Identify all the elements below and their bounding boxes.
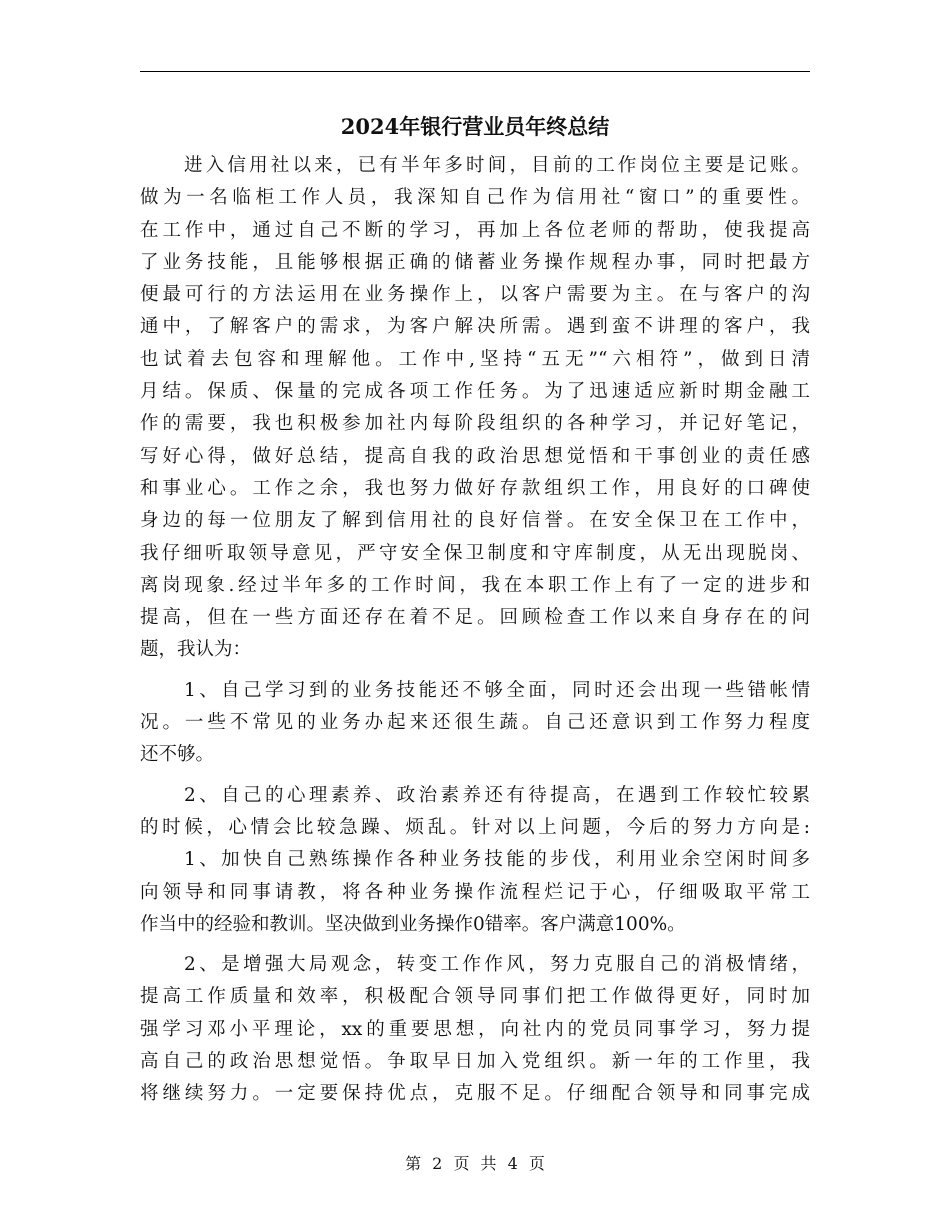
text-line: 的时候，心情会比较急躁、烦乱。针对以上问题，今后的努力方向是: [140, 816, 810, 838]
text-line: 强学习邓小平理论，xx的重要思想，向社内的党员同事学习，努力提 [140, 1018, 810, 1040]
text-line: 写好心得，做好总结，提高自我的政治思想觉悟和干事创业的责任感 [140, 445, 810, 467]
text-line: 提高工作质量和效率，积极配合领导同事们把工作做得更好，同时加 [140, 986, 810, 1008]
paragraph [140, 949, 810, 1110]
text-line: 身边的每一位朋友了解到信用社的良好信誉。在安全保卫在工作中， [140, 510, 810, 532]
text-line: 月结。保质、保量的完成各项工作任务。为了迅速适应新时期金融工 [140, 381, 810, 403]
text-line: 离岗现象.经过半年多的工作时间，我在本职工作上有了一定的进步和 [140, 574, 810, 596]
text-line: 向领导和同事请教，将各种业务操作流程烂记于心，仔细吸取平常工 [140, 881, 810, 903]
document-title: 2024年银行营业员年终总结 [340, 114, 610, 139]
text-line: 在工作中，通过自己不断的学习，再加上各位老师的帮助，使我提高 [140, 219, 810, 241]
paragraph [140, 675, 810, 772]
text-line: 我仔细听取领导意见，严守安全保卫制度和守库制度，从无出现脱岗、 [140, 542, 810, 564]
paragraph [140, 844, 810, 941]
text-line: 做为一名临柜工作人员，我深知自己作为信用社“窗口”的重要性。 [140, 187, 810, 209]
text-line: 1、加快自己熟练操作各种业务技能的步伐，利用业余空闲时间多 [184, 849, 810, 871]
text-line: 作的需要，我也积极参加社内每阶段组织的各种学习，并记好笔记， [140, 413, 810, 435]
text-line: 况。一些不常见的业务办起来还很生蔬。自己还意识到工作努力程度 [140, 712, 810, 734]
text-line: 也试着去包容和理解他。工作中,坚持“五无”“六相符”，做到日清 [140, 348, 810, 370]
text-line: 了业务技能，且能够根据正确的储蓄业务操作规程办事，同时把最方 [140, 251, 810, 273]
text-line: 提高，但在一些方面还存在着不足。回顾检查工作以来自身存在的问 [140, 607, 810, 629]
paragraph [140, 150, 810, 667]
text-line: 进入信用社以来，已有半年多时间，目前的工作岗位主要是记账。 [184, 155, 810, 176]
text-line: 作当中的经验和教训。坚决做到业务操作0错率。客户满意100%。 [140, 913, 686, 935]
header-rule [140, 71, 810, 72]
text-line: 还不够。 [140, 744, 215, 766]
text-line: 将继续努力。一定要保持优点，克服不足。仔细配合领导和同事完成 [140, 1083, 810, 1105]
text-line: 便最可行的方法运用在业务操作上，以客户需要为主。在与客户的沟 [140, 284, 810, 306]
text-line: 2、是增强大局观念，转变工作作风，努力克服自己的消极情绪， [184, 954, 810, 976]
text-line: 高自己的政治思想觉悟。争取早日加入党组织。新一年的工作里，我 [140, 1051, 810, 1073]
text-line: 通中，了解客户的需求，为客户解决所需。遇到蛮不讲理的客户，我 [140, 316, 810, 338]
text-line: 和事业心。工作之余，我也努力做好存款组织工作，用良好的口碑使 [140, 477, 810, 499]
document-body [140, 150, 810, 1111]
paragraph [140, 780, 810, 845]
page-number-footer: 第 2 页 共 4 页 [405, 1154, 545, 1173]
text-line: 题，我认为： [140, 639, 252, 661]
text-line: 2、自己的心理素养、政治素养还有待提高，在遇到工作较忙较累 [184, 784, 810, 806]
text-line: 1、自己学习到的业务技能还不够全面，同时还会出现一些错帐情 [184, 679, 810, 701]
